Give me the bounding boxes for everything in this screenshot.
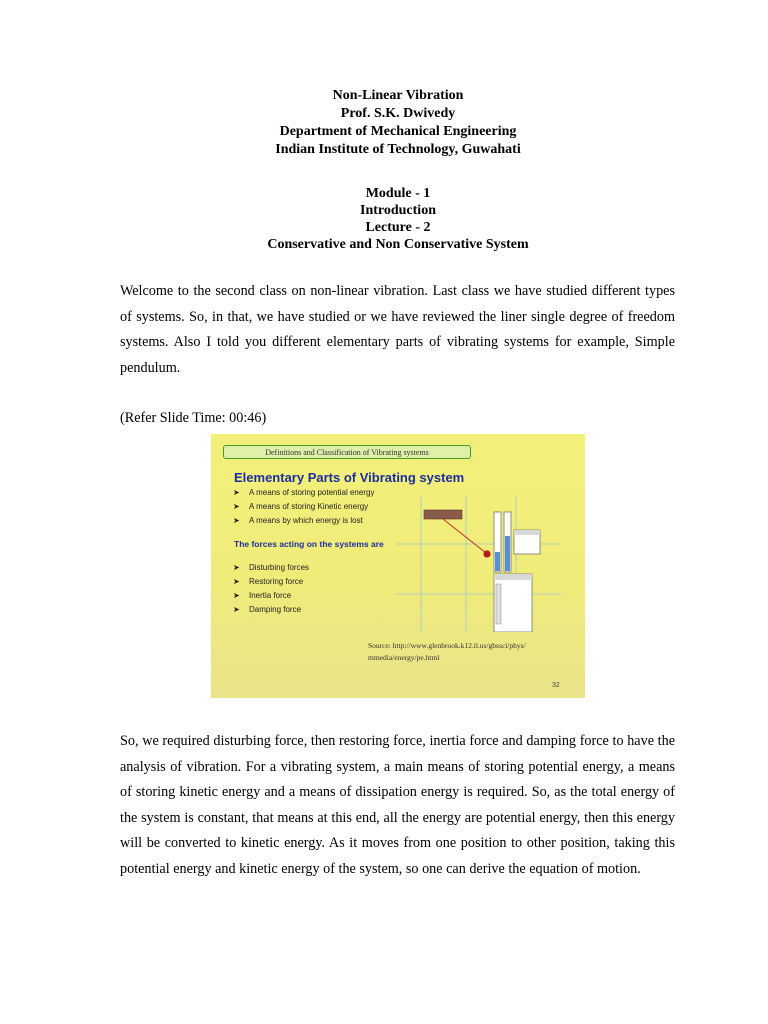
lecture-slide-image [211, 434, 585, 698]
arrow-bullet-icon: ➤ [233, 605, 240, 614]
slide-time-reference: (Refer Slide Time: 00:46) [120, 410, 267, 426]
list-item: ➤ Damping force [233, 603, 309, 617]
topic-label: Introduction [360, 203, 436, 218]
pendulum-simulation-graphic [396, 496, 561, 632]
lecture-header [0, 185, 768, 253]
course-title: Non-Linear Vibration [332, 88, 464, 103]
slide-energy-list [233, 486, 374, 528]
institute-name: Indian Institute of Technology, Guwahati [275, 142, 521, 157]
lecture-label: Lecture - 2 [365, 220, 431, 235]
department-name: Department of Mechanical Engineering [279, 124, 517, 139]
list-item: ➤ A means by which energy is lost [233, 514, 374, 528]
arrow-bullet-icon: ➤ [233, 563, 240, 572]
author-name: Prof. S.K. Dwivedy [340, 106, 456, 121]
arrow-bullet-icon: ➤ [233, 516, 240, 525]
arrow-bullet-icon: ➤ [233, 488, 240, 497]
arrow-bullet-icon: ➤ [233, 591, 240, 600]
lecture-subject: Conservative and Non Conservative System [267, 237, 529, 252]
body-paragraph: So, we required disturbing force, then restoring force, inertia force and damping force to have the analysis of vibration. For a vibrating system, a main means of storing potential energy, a means of storing kinetic energy and a means of dissipation energy is required. So, as the total energy of the system is constant, that means at this end, all the energy are potential energy, then this energy will be converted to kinetic energy. As it moves from one position to other position, taking this potential energy and kinetic energy of the system, so one can derive the equation of motion. [120, 733, 675, 877]
slide-page-number: 32 [552, 682, 560, 689]
arrow-bullet-icon: ➤ [233, 577, 240, 586]
slide-source-citation: Source: http://www.glenbrook.k12.il.us/gbssci/phys/ mmedia/energy/pe.html [368, 641, 526, 662]
list-item: ➤ Restoring force [233, 575, 309, 589]
list-item: ➤ A means of storing Kinetic energy [233, 500, 374, 514]
slide-tab-label: Definitions and Classification of Vibrating systems [223, 445, 471, 459]
arrow-bullet-icon: ➤ [233, 502, 240, 511]
list-item: ➤ Disturbing forces [233, 561, 309, 575]
slide-title: Elementary Parts of Vibrating system [234, 470, 465, 485]
intro-paragraph: Welcome to the second class on non-linear vibration. Last class we have studied different types of systems. So, in that, we have studied or we have reviewed the liner single degree of freedom systems. Also I told you different elementary parts of vibrating systems for example, Simple pendulum. [120, 283, 675, 376]
module-label: Module - 1 [365, 186, 431, 201]
slide-forces-list [233, 561, 309, 617]
list-item: ➤ A means of storing potential energy [233, 486, 374, 500]
document-header [0, 87, 768, 159]
slide-forces-heading: The forces acting on the systems are [234, 539, 384, 549]
list-item: ➤ Inertia force [233, 589, 309, 603]
